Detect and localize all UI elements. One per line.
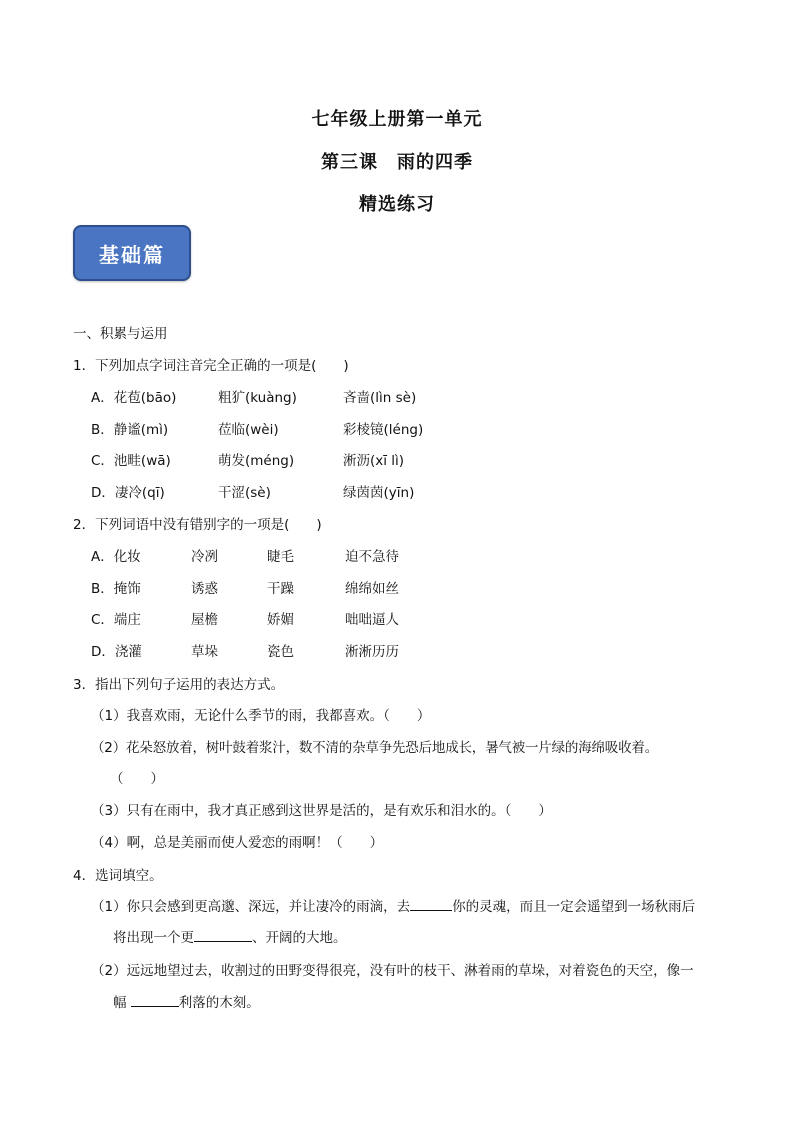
q1-option-c-1: C．池畦(wā): [91, 453, 171, 469]
question-1-stem: 1．下列加点字词注音完全正确的一项是( ): [73, 358, 349, 374]
q4-sentence-1: [91, 898, 695, 916]
q4-s1-part-a: （1）你只会感到更高邈、深远，并让凄冷的雨滴，去: [91, 899, 411, 915]
q2-option-c-3: 娇媚: [267, 612, 294, 628]
q1-option-d-1: D．凄冷(qī): [91, 485, 165, 501]
question-3-stem: 3．指出下列句子运用的表达方式。: [73, 677, 285, 693]
q2-option-d-1: D．浇灌: [91, 644, 142, 660]
q4-s1-part-b: 你的灵魂，而且一定会遥望到一场秋雨后: [452, 899, 696, 915]
q1-option-c-2: 萌发(méng): [218, 453, 295, 469]
q4-s1-blank-2[interactable]: [194, 929, 252, 942]
q2-option-b-2: 诱惑: [191, 581, 218, 597]
q2-option-b-3: 干躁: [267, 581, 294, 597]
q4-s2-part-c: 利落的木刻。: [178, 995, 260, 1011]
q2-option-c-2: 屋檐: [191, 612, 218, 628]
q1-option-a-3: 吝啬(lìn sè): [343, 390, 417, 406]
q1-option-d-3: 绿茵茵(yīn): [343, 485, 415, 501]
q4-s2-blank[interactable]: [131, 994, 179, 1007]
q2-option-c-4: 咄咄逼人: [345, 612, 399, 628]
q3-sentence-1: （1）我喜欢雨，无论什么季节的雨，我都喜欢。（ ）: [91, 708, 431, 724]
question-2-stem: 2．下列词语中没有错别字的一项是( ): [73, 517, 322, 533]
q4-s2-part-b: 幅: [113, 995, 131, 1011]
q2-option-d-3: 瓷色: [267, 644, 294, 660]
q1-option-b-3: 彩棱镜(léng): [343, 422, 424, 438]
q2-option-d-2: 草垛: [191, 644, 218, 660]
q4-s1-part-d: 、开阔的大地。: [252, 930, 347, 946]
section-heading: 一、积累与运用: [73, 326, 168, 342]
q2-option-a-4: 迫不急待: [345, 549, 399, 565]
q4-sentence-1-cont: [113, 929, 347, 947]
q1-option-a-2: 粗犷(kuàng): [218, 390, 297, 406]
q1-option-a-1: A．花苞(bāo): [91, 390, 177, 406]
q2-option-a-2: 冷冽: [191, 549, 218, 565]
q2-option-c-1: C．端庄: [91, 612, 141, 628]
question-4-stem: 4．选词填空。: [73, 868, 163, 884]
doc-title-lesson: 第三课 雨的四季: [321, 152, 473, 173]
q3-sentence-4: （4）啊，总是美丽而使人爱恋的雨啊！（ ）: [91, 835, 384, 851]
q3-sentence-3: （3）只有在雨中，我才真正感到这世界是活的，是有欢乐和泪水的。（ ）: [91, 803, 552, 819]
q1-option-b-1: B．静谧(mì): [91, 422, 169, 438]
q3-sentence-2-blank: （ ）: [110, 771, 164, 787]
q4-s1-blank-1[interactable]: [410, 898, 452, 911]
q2-option-a-3: 睫毛: [267, 549, 294, 565]
doc-title-unit: 七年级上册第一单元: [311, 109, 483, 130]
q1-option-c-3: 淅沥(xī lì): [343, 453, 405, 469]
q1-option-b-2: 莅临(wèi): [218, 422, 279, 438]
section-badge-basic: 基础篇: [73, 225, 191, 281]
q3-sentence-2: （2）花朵怒放着，树叶鼓着浆汁，数不清的杂草争先恐后地成长，暑气被一片绿的海绵吸收着。: [91, 740, 658, 756]
q4-sentence-2-cont: [113, 994, 260, 1012]
q4-s1-part-c: 将出现一个更: [113, 930, 194, 946]
q2-option-b-1: B．掩饰: [91, 581, 141, 597]
q2-option-b-4: 绵绵如丝: [345, 581, 399, 597]
doc-title-practice: 精选练习: [359, 194, 435, 215]
q2-option-a-1: A．化妆: [91, 549, 141, 565]
q2-option-d-4: 淅淅历历: [345, 644, 399, 660]
q4-sentence-2: （2）远远地望过去，收割过的田野变得很亮，没有叶的枝干、淋着雨的草垛，对着瓷色的天空，像一: [91, 963, 694, 979]
q1-option-d-2: 干涩(sè): [218, 485, 271, 501]
